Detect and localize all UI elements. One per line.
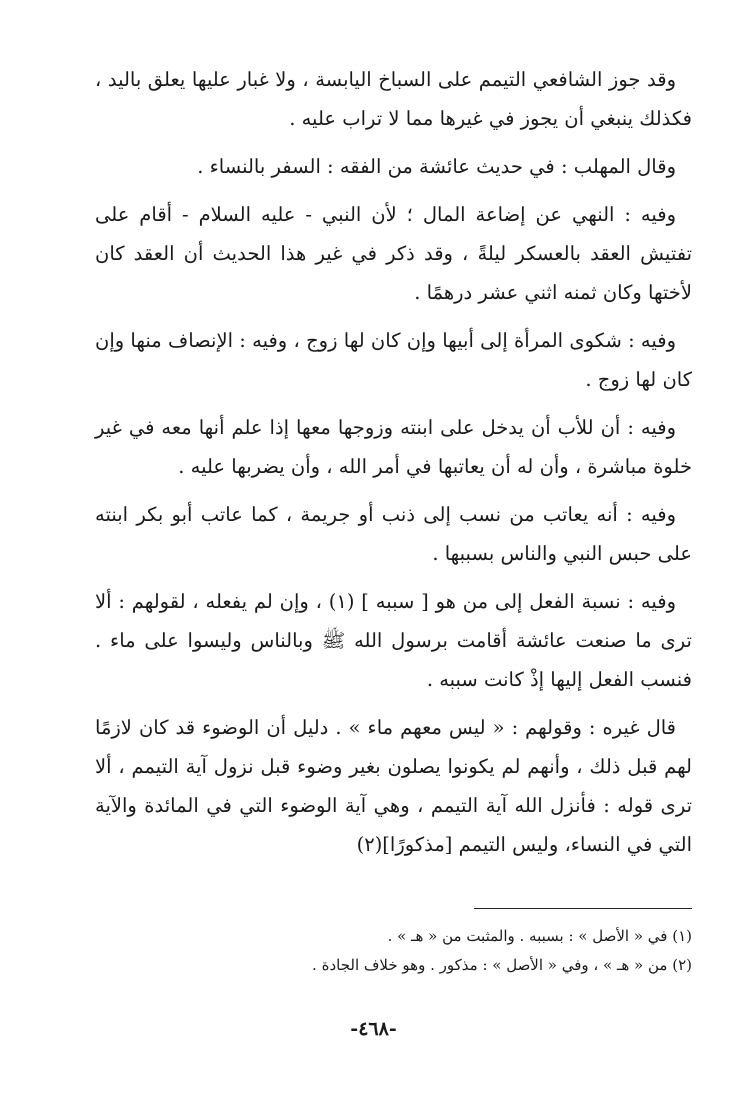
footnote-divider <box>474 908 692 909</box>
paragraph-tayammum-sabakh: وقد جوز الشافعي التيمم على السباخ اليابسة ، ولا غبار عليها يعلق باليد ، فكذلك ينبغي أن يجوز في غيرها مما لا تراب عليه . <box>95 68 692 130</box>
paragraph-wudu: قال غيره : وقولهم : « ليس معهم ماء » . دليل أن الوضوء قد كان لازمًا لهم قبل ذلك ، وأنهم لم يكونوا يصلون بغير وضوء قبل نزول آية التيمم ، ألا ترى قوله : فأنزل الله آية التيمم ، وهي آية الوضوء التي في المائدة والآية التي في النساء، وليس التيمم [مذكورًا](٢) <box>95 716 692 856</box>
paragraph-muhallab: وقال المهلب : في حديث عائشة من الفقه : السفر بالنساء . <box>197 155 676 178</box>
footnote-1: (١) في « الأصل » : بسببه . والمثبت من « هـ » . <box>387 927 692 945</box>
paragraph-wasting-wealth: وفيه : النهي عن إضاعة المال ؛ لأن النبي - عليه السلام - أقام على تفتيش العقد بالعسكر ليلةً ، وقد ذكر في غير هذا الحديث أن العقد كان لأختها وكان ثمنه اثني عشر درهمًا . <box>95 203 692 304</box>
footnote-2: (٢) من « هـ » ، وفي « الأصل » : مذكور . وهو خلاف الجادة . <box>312 956 692 974</box>
paragraph-father-rights: وفيه : أن للأب أن يدخل على ابنته وزوجها معها إذا علم أنها معه في غير خلوة مباشرة ، وأن له أن يعاتبها في أمر الله ، وأن يضربها عليه . <box>95 416 692 478</box>
main-text <box>95 60 692 873</box>
footnotes <box>95 922 692 980</box>
paragraph-complaint: وفيه : شكوى المرأة إلى أبيها وإن كان لها زوج ، وفيه : الإنصاف منها وإن كان لها زوج . <box>95 329 692 391</box>
paragraph-rebuke: وفيه : أنه يعاتب من نسب إلى ذنب أو جريمة ، كما عاتب أبو بكر ابنته على حبس النبي والناس بسببها . <box>95 503 692 565</box>
paragraph-attribution: وفيه : نسبة الفعل إلى من هو [ سببه ] (١) ، وإن لم يفعله ، لقولهم : ألا ترى ما صنعت عائشة أقامت برسول الله ﷺ وبالناس وليسوا على ماء . فنسب الفعل إليها إذْ كانت سببه . <box>95 590 692 691</box>
page-number: -٤٦٨- <box>350 1018 397 1040</box>
